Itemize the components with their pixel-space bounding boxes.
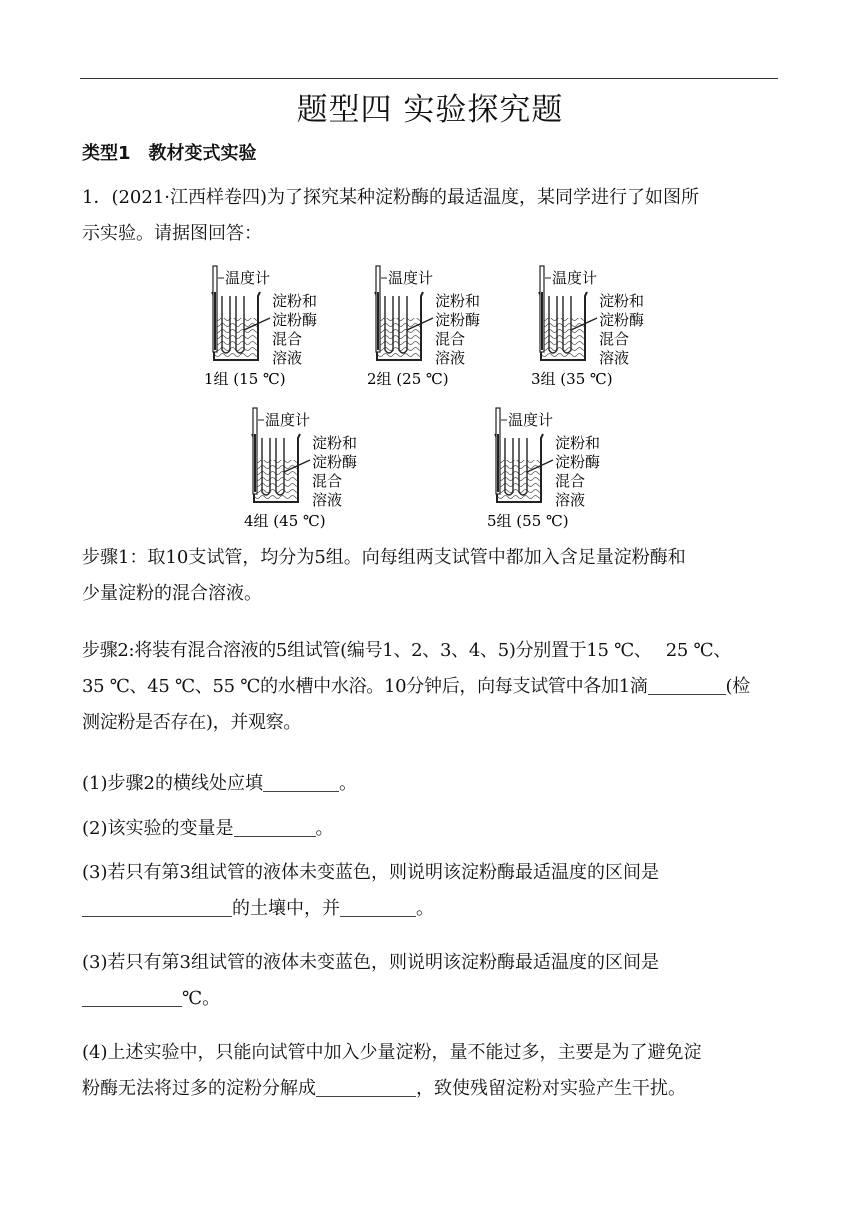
step2-line-3: 测淀粉是否存在)，并观察。 [82, 712, 302, 733]
q4-line-2 [82, 1071, 778, 1107]
question-3b [82, 945, 778, 1017]
group-caption: 5组 (55 ℃) [487, 512, 569, 530]
thermometer-label: 温度计 [552, 269, 598, 287]
header-rule [80, 78, 778, 79]
q3b-line-1: (3)若只有第3组试管的液体未变蓝色，则说明该淀粉酶最适温度的区间是 [82, 952, 659, 973]
thermometer-label: 温度计 [265, 411, 311, 429]
q4-line-2-text: 粉酶无法将过多的淀粉分解成 [82, 1078, 316, 1099]
solution-label: 淀粉和 [272, 292, 318, 310]
q4-line-1: (4)上述实验中，只能向试管中加入少量淀粉，量不能过多，主要是为了避免淀 [82, 1042, 702, 1063]
q3a-mid: 的土壤中，并 [232, 898, 340, 919]
solution-label: 混合 [435, 330, 466, 348]
q2-tail: 。 [315, 818, 334, 839]
solution-label: 淀粉和 [312, 434, 358, 452]
question-2 [82, 811, 778, 847]
question-3a [82, 855, 778, 927]
solution-label: 混合 [555, 472, 586, 490]
experiment-figure [195, 262, 665, 532]
thermometer-label: 温度计 [508, 411, 554, 429]
q2-blank[interactable] [234, 818, 316, 837]
beaker-group [367, 266, 480, 388]
beaker-group [204, 266, 317, 388]
question-4 [82, 1035, 778, 1107]
solution-label: 混合 [599, 330, 630, 348]
page-title: 题型四 实验探究题 [296, 92, 564, 128]
solution-label: 淀粉酶 [599, 311, 645, 329]
solution-label: 淀粉和 [435, 292, 481, 310]
step1-line-2: 少量淀粉的混合溶液。 [82, 583, 262, 604]
q1-tail: 。 [338, 773, 357, 794]
q3a-line-1: (3)若只有第3组试管的液体未变蓝色，则说明该淀粉酶最适温度的区间是 [82, 862, 659, 883]
q4-line-2-tail: ，致使残留淀粉对实验产生干扰。 [416, 1078, 686, 1099]
q3a-line-2 [82, 891, 778, 927]
q1-blank[interactable] [263, 773, 339, 792]
solution-label: 溶液 [555, 491, 586, 509]
q2-text: (2)该实验的变量是 [82, 818, 234, 839]
solution-label: 淀粉酶 [312, 453, 358, 471]
step2-line-1: 步骤2:将装有混合溶液的5组试管(编号1、2、3、4、5)分别置于15 ℃、 25 ℃、 [82, 640, 732, 661]
section-heading: 类型1 教材变式实验 [82, 143, 257, 164]
beaker-group [531, 266, 644, 388]
solution-label: 淀粉和 [599, 292, 645, 310]
group-caption: 2组 (25 ℃) [367, 370, 449, 388]
q4-blank[interactable] [316, 1078, 416, 1097]
step2-line-2 [82, 669, 778, 705]
solution-label: 淀粉和 [555, 434, 601, 452]
step2-line-2-tail: (检 [725, 676, 750, 697]
step1-line-1: 步骤1：取10支试管，均分为5组。向每组两支试管中都加入含足量淀粉酶和 [82, 547, 686, 568]
q3a-tail: 。 [416, 898, 434, 919]
group-caption: 1组 (15 ℃) [204, 370, 286, 388]
q3b-tail: ℃。 [182, 988, 221, 1009]
question-line-2: 示实验。请据图回答： [82, 223, 262, 244]
q3b-blank[interactable] [82, 988, 182, 1007]
solution-label: 溶液 [435, 349, 466, 367]
solution-label: 淀粉酶 [435, 311, 481, 329]
question-1 [82, 766, 778, 802]
group-caption: 4组 (45 ℃) [244, 512, 326, 530]
solution-label: 淀粉酶 [272, 311, 318, 329]
solution-label: 淀粉酶 [555, 453, 601, 471]
step2-line-2-text: 35 ℃、45 ℃、55 ℃的水槽中水浴。10分钟后，向每支试管中各加1滴 [82, 676, 648, 697]
group-caption: 3组 (35 ℃) [531, 370, 613, 388]
question-intro [82, 180, 778, 252]
beaker-group [487, 408, 600, 530]
step-2 [82, 633, 778, 741]
solution-label: 溶液 [312, 491, 343, 509]
step-1 [82, 540, 778, 612]
solution-label: 溶液 [599, 349, 630, 367]
q1-text: (1)步骤2的横线处应填 [82, 773, 263, 794]
step2-blank[interactable] [648, 676, 726, 695]
thermometer-label: 温度计 [388, 269, 434, 287]
beaker-group [244, 408, 357, 530]
solution-label: 混合 [272, 330, 303, 348]
solution-label: 混合 [312, 472, 343, 490]
q3a-blank-1[interactable] [82, 898, 232, 917]
q3a-blank-2[interactable] [340, 898, 416, 917]
thermometer-label: 温度计 [225, 269, 271, 287]
q3b-line-2 [82, 981, 778, 1017]
solution-label: 溶液 [272, 349, 303, 367]
question-line-1: 1．(2021·江西样卷四)为了探究某种淀粉酶的最适温度，某同学进行了如图所 [82, 187, 700, 208]
